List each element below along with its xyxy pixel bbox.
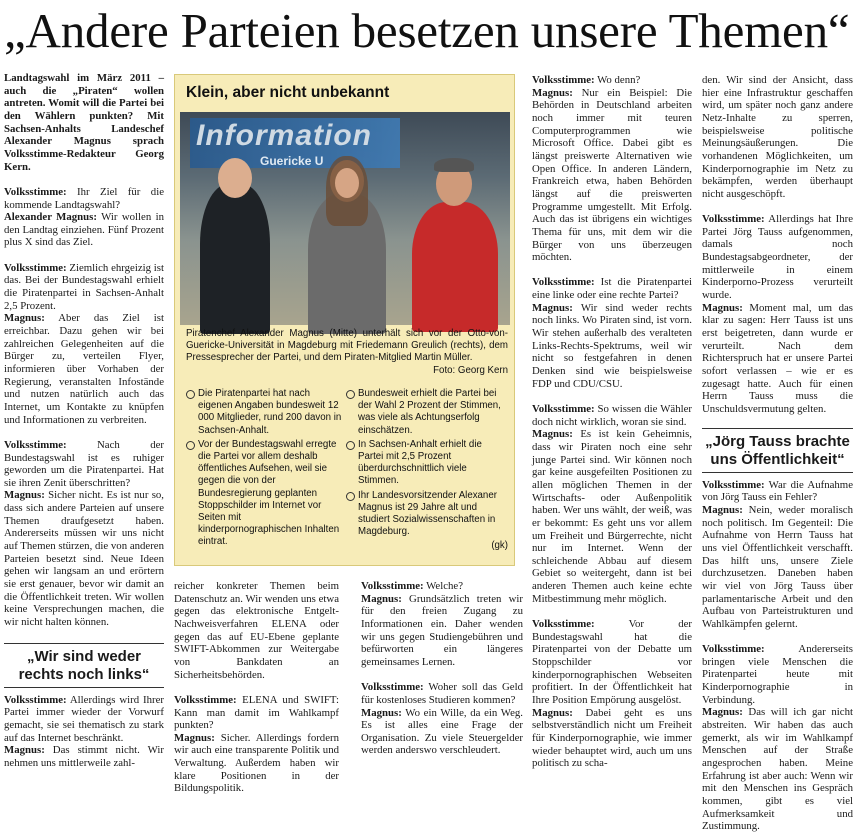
speaker: Volksstimme:: [4, 438, 67, 451]
paragraph: [174, 694, 339, 732]
speaker: Magnus:: [4, 489, 45, 502]
paragraph: [4, 186, 164, 211]
speaker: Volksstimme:: [361, 580, 424, 592]
column-1: [4, 72, 164, 792]
speaker: Volksstimme:: [532, 276, 595, 289]
column-5: [702, 74, 853, 833]
paragraph-text: Nur ein Beispiel: Die Behörden in Deutschland arbeiten noch immer mit teuren Computerprogrammen wie Microsoft Office. Dabei gibt es längst preiswerte Alternativen wie Open Office. In anderen Ländern, Frankreich etwa, haben Behörden längst auf die preiswerten Programme umgestellt. Mit Erfolg. Auch das ist übrigens ein wichtiges Thema für uns, mit dem wir die Bürger von uns überzeugen möchten.: [532, 86, 692, 264]
speaker: Magnus:: [702, 503, 743, 516]
subhead-1-block: [4, 643, 164, 688]
speaker: Magnus:: [702, 301, 743, 314]
paragraph: [702, 302, 853, 416]
person-right-hair: [434, 158, 474, 172]
speaker: Volksstimme:: [702, 643, 765, 656]
paragraph: [4, 262, 164, 313]
paragraph-text: War die Aufnahme von Jörg Tauss ein Fehler?: [702, 478, 853, 504]
paragraph: [4, 694, 164, 745]
speaker: Volksstimme:: [174, 693, 237, 706]
paragraph: [532, 428, 692, 605]
person-left-head: [218, 158, 252, 198]
bullet-item: Vor der Bundestagswahl erregte die Partei vor allem deshalb öffentliches Aufsehen, weil sie gegen die von der Bundesregierung geplanten Stoppschilder im Internet vor Seiten mit kinderpornographischen Inhalten eintrat.: [186, 439, 342, 549]
speaker: Volksstimme:: [532, 74, 595, 86]
speaker: Volksstimme:: [702, 213, 765, 226]
paragraph: [702, 213, 853, 302]
speaker: Magnus:: [4, 744, 45, 757]
paragraph: [532, 707, 692, 770]
paragraph-text: Allerdings wird Ihrer Partei immer wieder der Vorwurf gemacht, sie sei thematisch zu stark auf das Internet beschränkt.: [4, 693, 164, 744]
paragraph: [4, 489, 164, 628]
bullet-item: In Sachsen-Anhalt erhielt die Partei mit 2,5 Prozent überdurchschnittlich viele Stimmen.: [346, 439, 508, 488]
paragraph-text: Moment mal, um das klar zu sagen: Herr Tauss ist uns erst beigetreten, dann wurde er verurteilt. Nach dem Richterspruch hat er unsere Partei sofort verlassen – wie er es zugesagt hatte. Auch für einen Herrn Tauss muss die Unschuldsvermutung gelten.: [702, 301, 853, 415]
subhead-2-block: [702, 428, 853, 473]
paragraph: [532, 276, 692, 301]
paragraph: [702, 74, 853, 201]
paragraph: [532, 403, 692, 428]
speaker: Magnus:: [532, 301, 573, 314]
paragraph-text: Nach der Bundestagswahl ist es ruhiger geworden um die Piratenpartei. Hat sie ihren Zenit überschritten?: [4, 438, 164, 489]
speaker: Magnus:: [361, 592, 402, 605]
bullets-left: [186, 388, 342, 551]
speaker: Magnus:: [532, 706, 573, 719]
paragraph-text: Wo denn?: [594, 74, 641, 86]
paragraph-text: Aber das Ziel ist erreichbar. Dazu gehen wir bei zahlreichen Gelegenheiten auf die Bürger zu, verteilen Flyer, informieren über Vorhaben der Regierung, veranstalten Infostände und nutzen natürlich auch das Internet, um Kontakte zu knüpfen und Informationen zu verbreiten.: [4, 312, 164, 426]
photo-credit: Foto: Georg Kern: [433, 364, 508, 376]
speaker: Magnus:: [361, 706, 402, 719]
paragraph: [361, 707, 523, 758]
speaker: Volksstimme:: [4, 185, 67, 198]
paragraph-text: Wir sind weder rechts noch links. Wo Piraten sind, ist vorn. Wir stehen außerhalb des veralteten Links-Rechts-Spektrums, weil wir nicht so festgefahren in denen Denken sind wie beispielsweise FDP und CDU/CSU.: [532, 301, 692, 390]
paragraph-text: Andererseits bringen viele Menschen die Piratenpartei heute mit Kinderpornographie in Verbindung.: [702, 643, 853, 706]
bullet-item: Bundesweit erhielt die Partei bei der Wahl 2 Prozent der Stimmen, was viele als Achtungserfolg einschätzen.: [346, 388, 508, 437]
subhead-2: „Jörg Tauss brachte uns Öffentlichkeit“: [705, 432, 850, 468]
paragraph-text: den. Wir sind der Ansicht, dass hier eine Infrastruktur geschaffen wird, um später noch ganz andere Netz-Inhalte zu sperren, beispielsweise politische Meinungsäußerungen. Die vorhandenen Möglichkeiten, um Kinderpornographie im Netz zu bekämpfen, werden überhaupt nicht ausgeschöpft.: [702, 74, 853, 200]
paragraph-text: Vor der Bundestagswahl hat die Piratenpartei von der Debatte um Stoppschilder vor kinderpornographischen Webseiten profitiert. In der Öffentlichkeit hat Ihre Position Empörung ausgelöst.: [532, 618, 692, 706]
column-5-body-b: [702, 479, 853, 833]
infobox-signature: (gk): [491, 540, 508, 552]
photo-sign: Information: [190, 118, 400, 168]
bullet-item: Die Piratenpartei hat nach eigenen Angaben bundesweit 12 000 Mitglieder, rund 200 davon in Sachsen-Anhalt.: [186, 388, 342, 437]
paragraph: [4, 312, 164, 426]
speaker: Magnus:: [532, 86, 573, 99]
paragraph-text: Wir wollen in den Landtag einziehen. Fünf Prozent plus X sind das Ziel.: [4, 211, 164, 249]
infobox-title: Klein, aber nicht unbekannt: [186, 84, 390, 101]
paragraph-text: Allerdings hat Ihre Partei Jörg Tauss aufgenommen, damals noch Bundestagsabgeordneter, der mittlerweile in einem Kinderporno-Prozess verurteilt wurde.: [702, 213, 853, 302]
paragraph: [4, 744, 164, 769]
paragraph-text: Das stimmt nicht. Wir nehmen uns mittlerweile zahl-: [4, 744, 164, 769]
speaker: Magnus:: [532, 428, 573, 441]
paragraph: [532, 302, 692, 391]
paragraph-text: Ziemlich ehrgeizig ist das. Bei der Bundestagswahl erhielt die Piratenpartei in Sachsen-Anhalt 2,5 Prozent.: [4, 261, 164, 312]
headline: „Andere Parteien besetzen unsere Themen“: [4, 3, 850, 58]
speaker: Magnus:: [702, 706, 743, 719]
speaker: Magnus:: [174, 731, 215, 744]
column-4: [532, 74, 692, 794]
paragraph-text: reicher konkreter Themen beim Datenschutz an. Wir wenden uns etwa gegen das elektronische Entgelt-Nachweisverfahren ELENA oder gegen das auf EU-Ebene geplante SWIFT-Abkommen zur Weitergabe von Bankdaten an Sicherheitsbehörden.: [174, 580, 339, 681]
paragraph-text: Ist die Piratenpartei eine linke oder eine rechte Partei?: [532, 276, 692, 302]
paragraph: [361, 681, 523, 706]
paragraph: [361, 593, 523, 669]
speaker: Volksstimme:: [361, 681, 424, 694]
paragraph-text: Nein, weder moralisch noch politisch. Im Gegenteil: Die Aufnahme von Herrn Tauss hat uns viel Öffentlichkeit verschafft. Das hilft uns, unsere Ziele durchzusetzen. Daneben haben wir viel von Jörg Tauss über parlamentarische Arbeit und den Aufbau von Parteistrukturen und Wahlkämpfen gelernt.: [702, 503, 853, 630]
bullets-right: [346, 388, 508, 553]
paragraph-text: Ihr Ziel für die kommende Landtagswahl?: [4, 185, 164, 211]
paragraph: [174, 732, 339, 795]
speaker: Volksstimme:: [4, 693, 67, 706]
paragraph: [702, 479, 853, 504]
speaker: Magnus:: [4, 312, 45, 325]
paragraph-text: Woher soll das Geld für kostenloses Studieren kommen?: [361, 681, 523, 706]
paragraph: [4, 211, 164, 249]
paragraph-text: Wo ein Wille, da ein Weg. Es ist alles eine Frage der Organisation. Zu viele Steuergelder werden anderswo verschleudert.: [361, 706, 523, 757]
photo-caption-text: Piratenchef Alexander Magnus (Mitte) unterhält sich vor der Otto-von-Guericke-Universität in Magdeburg mit Friedemann Greulich (rechts), dem Pressesprecher der Partei, und dem Piraten-Mitglied Martin Müller.: [186, 328, 508, 364]
paragraph-text: ELENA und SWIFT: Kann man damit im Wahlkampf punkten?: [174, 693, 339, 732]
paragraph-text: Grundsätzlich treten wir für den freien Zugang zu Informationen ein. Daher wenden wir uns gegen Studiengebühren und befürworten ein längeres gemeinsames Lernen.: [361, 592, 523, 668]
speaker: Volksstimme:: [532, 618, 595, 631]
paragraph: [702, 706, 853, 833]
paragraph-text: Sicher nicht. Es ist nur so, dass sich andere Parteien auf unsere Themen draufgesetzt haben. Andererseits müssen wir uns nicht auf Themen stürzen, die von anderen Parteien besetzt sind. Neue Ideen gehen wir langsam an und erörtern sie erst genauer, bevor wir damit an die Öffentlichkeit treten. Wir wollen keine Versprechungen machen, die wir nicht halten können.: [4, 489, 164, 629]
column-2: [174, 580, 339, 795]
intro: Landtagswahl im März 2011 – auch die „Piraten“ wollen antreten. Womit will die Partei bei den Wählern punkten? Mit Sachsen-Anhalts Landeschef Alexander Magnus sprach Volksstimme-Redakteur Georg Kern.: [4, 72, 164, 173]
paragraph: [702, 643, 853, 706]
speaker: Alexander Magnus:: [4, 211, 97, 224]
person-left: [200, 184, 270, 334]
paragraph: [4, 439, 164, 490]
paragraph: [532, 618, 692, 707]
person-middle-face: [335, 168, 359, 198]
subhead-1: „Wir sind weder rechts noch links“: [18, 647, 150, 683]
paragraph: [361, 580, 523, 593]
person-right: [412, 202, 498, 332]
photo: [180, 112, 510, 325]
paragraph-text: Sicher. Allerdings fordern wir auch eine transparente Politik und Verwaltung. Außerdem haben wir klare Positionen in der Bildungspolitik.: [174, 731, 339, 795]
paragraph-text: Das will ich gar nicht abstreiten. Wir haben das auch gemerkt, als wir im Wahlkampf Menschen auf der Straße angesprochen haben. Meine Erfahrung ist aber auch: Wenn wir mit den Menschen ins Gespräch kommen, gibt es viel Aufmerksamkeit und Zustimmung.: [702, 706, 853, 833]
paragraph: [532, 87, 692, 264]
column-3: [361, 580, 523, 792]
column-1-body: [4, 186, 164, 629]
photo-sign-2: Guericke U: [260, 154, 324, 168]
paragraph: [174, 580, 339, 681]
speaker: Volksstimme:: [532, 402, 595, 415]
paragraph-text: Welche?: [423, 580, 463, 592]
paragraph-text: Dabei geht es uns selbstverständlich nicht um Freiheit für Kinderpornographie, wie immer wieder behauptet wird, auch um uns politisch zu scha-: [532, 706, 692, 770]
speaker: Volksstimme:: [702, 478, 765, 491]
photo-caption: [186, 328, 508, 377]
paragraph-text: Es ist kein Geheimnis, dass wir Piraten noch eine sehr junge Partei sind. Wir können noch gar keine ausgefeilten Positionen zu allen möglichen Themen in der Wirtschafts- oder Außenpolitik haben. Wer uns wählt, der weiß, was er bekommt: Es geht uns vor allem um Freiheit und Bürgerrechte, nicht nur im Internet. Wenn der schleichende Abbau auf diesem Gebiet so weitergeht, dann ist bei anderen Themen auch keine echte Mitbestimmung mehr möglich.: [532, 428, 692, 605]
column-5-body: [702, 74, 853, 416]
bullet-item: Ihr Landesvorsitzender Alexaner Magnus ist 29 Jahre alt und studiert Sozialwissenschaften in Magdeburg.: [346, 490, 508, 539]
paragraph: [532, 74, 692, 87]
paragraph-text: So wissen die Wähler doch nicht wirklich, woran sie sind.: [532, 402, 692, 428]
paragraph: [702, 504, 853, 631]
column-1-body-b: [4, 694, 164, 770]
speaker: Volksstimme:: [4, 261, 67, 274]
